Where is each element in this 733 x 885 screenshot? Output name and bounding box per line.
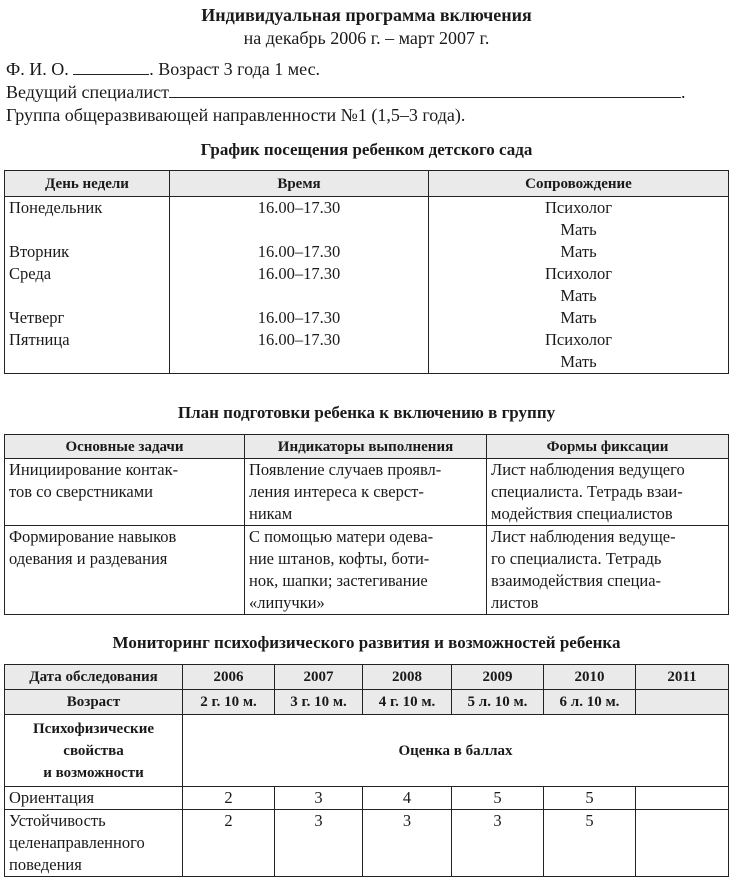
plan-task: Инициирование контак- тов со сверстниками	[5, 459, 245, 526]
age-cell: 4 г. 10 м.	[363, 690, 452, 715]
year-cell: 2006	[183, 665, 275, 690]
specialist-line	[6, 81, 686, 103]
program-title: Индивидуальная программа включения	[201, 5, 532, 25]
year-cell: 2008	[363, 665, 452, 690]
schedule-escort: Психолог Мать	[429, 197, 729, 242]
table-row	[5, 459, 729, 526]
monitoring-row-name: Устойчивость целенаправленного поведения	[5, 810, 183, 877]
monitoring-row-name: Ориентация	[5, 787, 183, 810]
score-cell: 3	[275, 787, 363, 810]
plan-header-indicator: Индикаторы выполнения	[245, 435, 487, 459]
score-cell: 3	[363, 810, 452, 877]
plan-form: Лист наблюдения ведуще- го специалиста. Тетрадь взаимодействия специа- листов	[487, 526, 729, 615]
table-row	[5, 241, 729, 263]
schedule-header-time: Время	[170, 171, 429, 197]
plan-indicator: С помощью матери одева- ние штанов, кофты, боти- нок, шапки; застегивание «липучки»	[245, 526, 487, 615]
table-row	[5, 526, 729, 615]
age-cell: 5 л. 10 м.	[452, 690, 544, 715]
monitoring-props-label: Психофизические свойства и возможности	[5, 715, 183, 787]
score-cell: 3	[275, 810, 363, 877]
table-row	[5, 307, 729, 329]
monitoring-title: Мониторинг психофизического развития и возможностей ребенка	[112, 633, 621, 652]
score-cell: 4	[363, 787, 452, 810]
schedule-title: График посещения ребенком детского сада	[200, 140, 533, 159]
age-cell: 2 г. 10 м.	[183, 690, 275, 715]
age-text: . Возраст 3 года 1 мес.	[149, 59, 321, 79]
score-cell: 2	[183, 810, 275, 877]
plan-table	[4, 434, 729, 615]
schedule-escort: Психолог Мать	[429, 329, 729, 374]
age-cell: 6 л. 10 м.	[544, 690, 636, 715]
schedule-time: 16.00–17.30	[170, 197, 429, 242]
monitoring-date-label: Дата обследования	[5, 665, 183, 690]
group-line: Группа общеразвивающей направленности №1 (1,5–3 года).	[6, 105, 466, 125]
score-cell	[636, 810, 729, 877]
schedule-time: 16.00–17.30	[170, 263, 429, 307]
plan-indicator: Появление случаев проявл- ления интереса к сверст- никам	[245, 459, 487, 526]
fio-label: Ф. И. О.	[6, 59, 69, 79]
score-cell: 5	[544, 787, 636, 810]
schedule-day: Пятница	[5, 329, 170, 374]
score-cell: 5	[452, 787, 544, 810]
schedule-time: 16.00–17.30	[170, 307, 429, 329]
plan-header-task: Основные задачи	[5, 435, 245, 459]
score-cell: 5	[544, 810, 636, 877]
schedule-escort: Мать	[429, 241, 729, 263]
monitoring-table	[4, 664, 729, 877]
plan-header-form: Формы фиксации	[487, 435, 729, 459]
specialist-label: Ведущий специалист	[6, 82, 170, 102]
schedule-table	[4, 170, 729, 374]
fio-blank	[73, 58, 149, 75]
specialist-blank	[169, 81, 681, 98]
schedule-header-day: День недели	[5, 171, 170, 197]
year-cell: 2011	[636, 665, 729, 690]
table-row	[5, 810, 729, 877]
schedule-day: Среда	[5, 263, 170, 307]
score-cell	[636, 787, 729, 810]
table-row	[5, 263, 729, 307]
schedule-time: 16.00–17.30	[170, 241, 429, 263]
fio-line	[6, 58, 320, 80]
plan-task: Формирование навыков одевания и раздевания	[5, 526, 245, 615]
table-row	[5, 197, 729, 242]
program-period: на декабрь 2006 г. – март 2007 г.	[243, 28, 490, 48]
schedule-day: Понедельник	[5, 197, 170, 242]
plan-form: Лист наблюдения ведущего специалиста. Тетрадь взаи- модействия специалистов	[487, 459, 729, 526]
table-row	[5, 787, 729, 810]
schedule-day: Четверг	[5, 307, 170, 329]
schedule-time: 16.00–17.30	[170, 329, 429, 374]
schedule-escort: Мать	[429, 307, 729, 329]
score-cell: 2	[183, 787, 275, 810]
age-cell: 3 г. 10 м.	[275, 690, 363, 715]
year-cell: 2007	[275, 665, 363, 690]
year-cell: 2009	[452, 665, 544, 690]
schedule-day: Вторник	[5, 241, 170, 263]
age-cell	[636, 690, 729, 715]
monitoring-score-label: Оценка в баллах	[183, 715, 729, 787]
table-row	[5, 329, 729, 374]
plan-title: План подготовки ребенка к включению в группу	[177, 403, 556, 422]
schedule-escort: Психолог Мать	[429, 263, 729, 307]
score-cell: 3	[452, 810, 544, 877]
monitoring-age-label: Возраст	[5, 690, 183, 715]
specialist-end: .	[681, 82, 686, 102]
year-cell: 2010	[544, 665, 636, 690]
schedule-header-escort: Сопровождение	[429, 171, 729, 197]
